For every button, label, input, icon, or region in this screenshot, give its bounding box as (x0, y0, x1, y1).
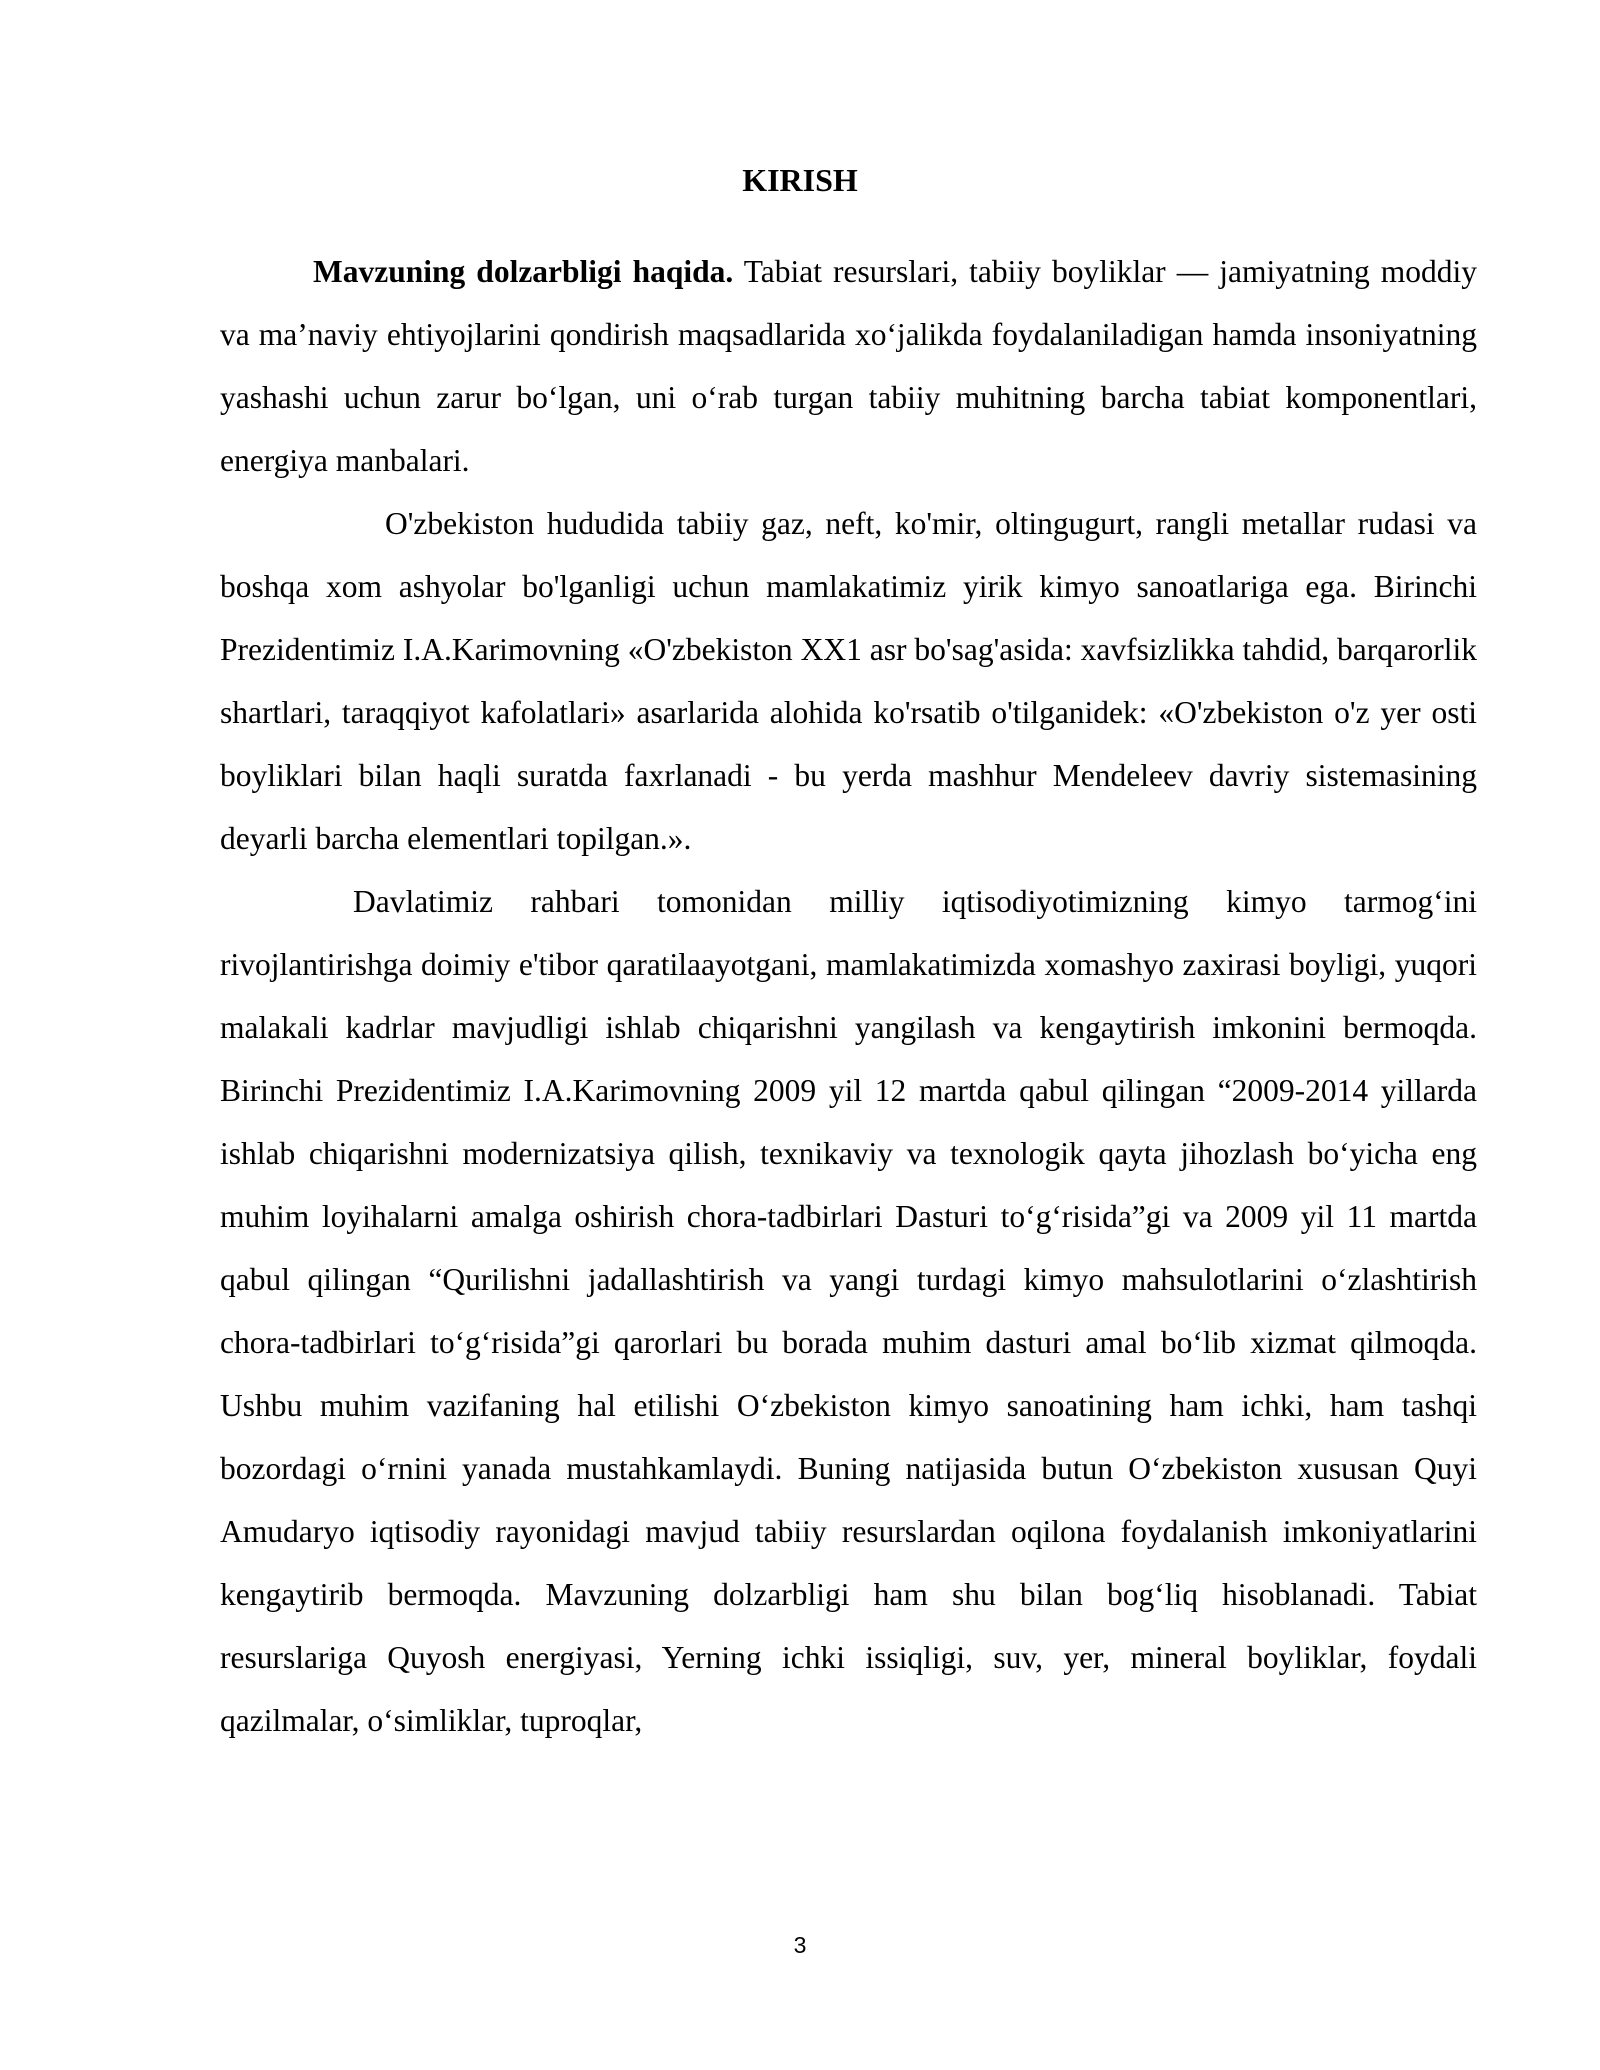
paragraph-text: Tabiat resurslari, tabiiy boyliklar — jamiyatning moddiy va ma’naviy ehtiyojlarini qondirish maqsadlarida xo‘jalikda foydalaniladigan hamda insoniyatning yashashi uchun zarur bo‘lgan, uni o‘rab turgan tabiiy muhitning barcha tabiat komponentlari, energiya manbalari. (220, 254, 1478, 478)
section-title: KIRISH (742, 162, 858, 198)
paragraph-lead: Mavzuning dolzarbligi haqida. (313, 254, 734, 289)
body-text (220, 240, 1477, 1752)
paragraph-chemistry: Davlatimiz rahbari tomonidan milliy iqtisodiyotimizning kimyo tarmog‘ini rivojlantirishga doimiy e'tibor qaratilaayotgani, mamlakatimizda xomashyo zaxirasi boyligi, yuqori malakali kadrlar mavjudligi ishlab chiqarishni yangilash va kengaytirish imkonini bermoqda. Birinchi Prezidentimiz I.A.Karimovning 2009 yil 12 martda qabul qilingan “2009-2014 yillarda ishlab chiqarishni modernizatsiya qilish, texnikaviy va texnologik qayta jihozlash bo‘yicha eng muhim loyihalarni amalga oshirish chora-tadbirlari Dasturi to‘g‘risida”gi va 2009 yil 11 martda qabul qilingan “Qurilishni jadallashtirish va yangi turdagi kimyo mahsulotlarini o‘zlashtirish chora-tadbirlari to‘g‘risida”gi qarorlari bu borada muhim dasturi amal bo‘lib xizmat qilmoqda. Ushbu muhim vazifaning hal etilishi O‘zbekiston kimyo sanoatining ham ichki, ham tashqi bozordagi o‘rnini yanada mustahkamlaydi. Buning natijasida butun O‘zbekiston xususan Quyi Amudaryo iqtisodiy rayonidagi mavjud tabiiy resurslardan oqilona foydalanish imkoniyatlarini kengaytirib bermoqda. Mavzuning dolzarbligi ham shu bilan bog‘liq hisoblanadi. Tabiat resurslariga Quyosh energiyasi, Yerning ichki issiqligi, suv, yer, mineral boyliklar, foydali qazilmalar, o‘simliklar, tuproqlar, (220, 884, 1477, 1738)
page-number: 3 (793, 1932, 807, 1958)
paragraph-resources: O'zbekiston hududida tabiiy gaz, neft, ko'mir, oltingugurt, rangli metallar rudasi va boshqa xom ashyolar bo'lganligi uchun mamlakatimiz yirik kimyo sanoatlariga ega. Birinchi Prezidentimiz I.A.Karimovning «O'zbekiston XX1 asr bo'sag'asida: xavfsizlikka tahdid, barqarorlik shartlari, taraqqiyot kafolatlari» asarlarida alohida ko'rsatib o'tilganidek: «O'zbekiston o'z yer osti boyliklari bilan haqli suratda faxrlanadi - bu yerda mashhur Mendeleev davriy sistemasining deyarli barcha elementlari topilgan.». (220, 506, 1477, 856)
paragraph-relevance (220, 240, 1477, 492)
